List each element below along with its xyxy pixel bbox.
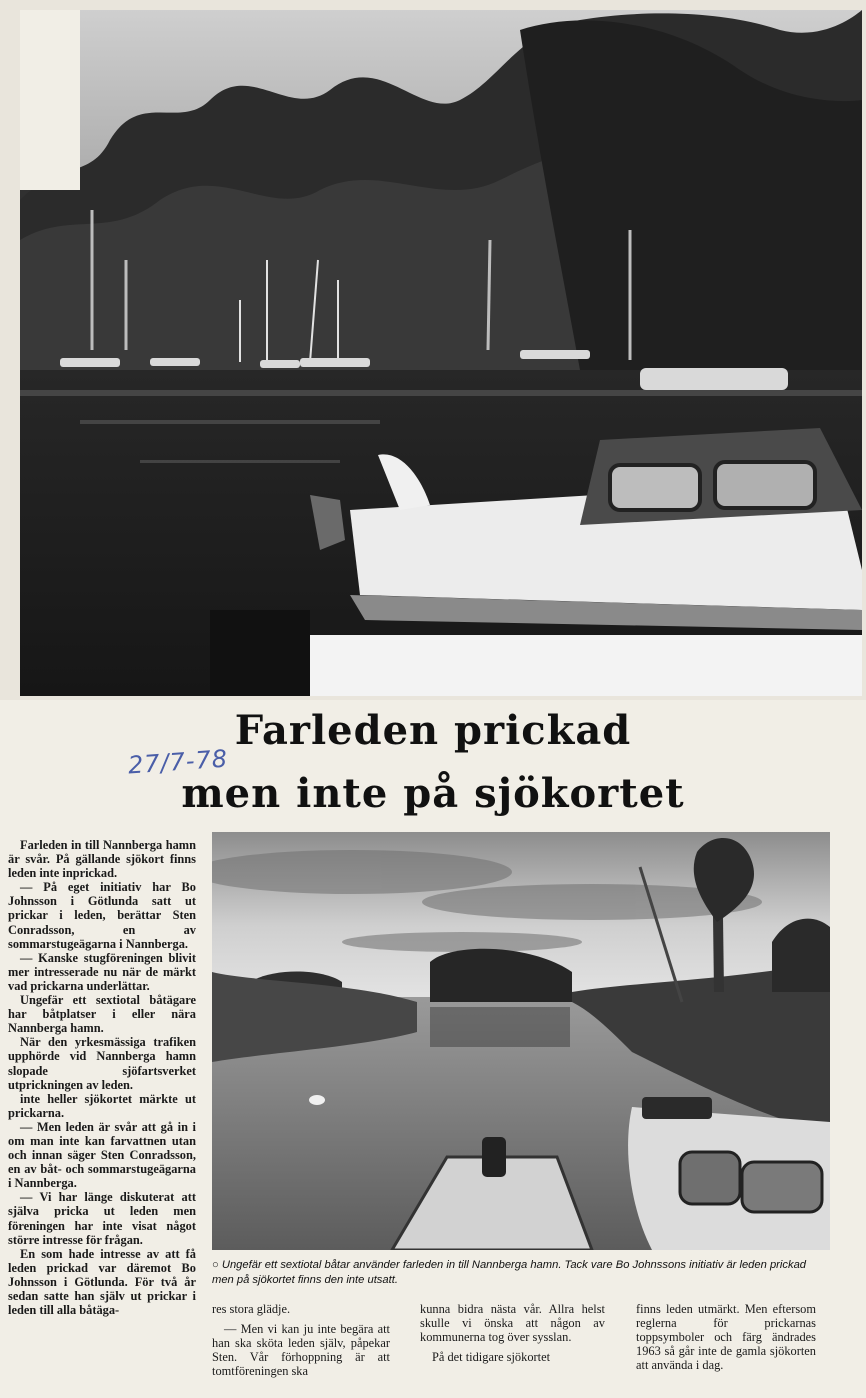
handwritten-date: 27/7-78 [127, 744, 229, 780]
paragraph: inte heller sjökortet märkte ut prickarna. [8, 1091, 196, 1120]
headline-line-2: men inte på sjökortet [181, 770, 685, 817]
paragraph: — Men vi kan ju inte begära att han ska sköta leden själv, påpekar Sten. Vår förhoppning är att tomtföreningen ska [212, 1322, 390, 1379]
paragraph: res stora glädje. [212, 1302, 291, 1316]
paragraph: På det tidigare sjökortet [432, 1350, 551, 1365]
left-column [8, 838, 196, 1317]
paragraph: — Men leden är svår att gå in i om man inte kan farvattnen utan och innan säger Sten Conradsson, en av båt- och sommarstugeägarna i Nannberga. [8, 1119, 196, 1191]
top-harbor-photo [20, 10, 862, 696]
lake-photo-illustration [212, 832, 830, 1250]
bottom-column-1 [212, 1302, 390, 1384]
harbor-photo-illustration [20, 10, 862, 696]
paragraph: — På eget initiativ har Bo Johnsson i Götlunda satt ut prickar i leden, berättar Sten Conradsson, en av sommarstugeägarna i Nannberga. [8, 880, 196, 951]
photo-caption: ○ Ungefär ett sextiotal båtar använder farleden in till Nannberga hamn. Tack vare Bo Johnssons initiativ är leden prickad men på sjökortet finns den inte utsatt. [212, 1259, 807, 1286]
paragraph: — Vi har länge diskuterat att själva pricka ut leden men föreningen har inte visat något större intresse för frågan. [8, 1190, 196, 1247]
paragraph: Ungefär ett sextiotal båtägare har båtplatser i eller nära Nannberga hamn. [8, 993, 196, 1036]
paragraph: — Kanske stugföreningen blivit mer intresserade nu när de märkt vad prickarna underlättar. [8, 950, 196, 993]
lake-channel-photo [212, 832, 830, 1250]
bottom-column-2 [420, 1302, 605, 1370]
headline-line-1: Farleden prickad [234, 707, 632, 754]
paragraph: finns leden utmärkt. Men eftersom reglerna för prickarnas toppsymboler och färg ändrades 1963 så går inte de gamla sjökorten att använda i dag. [636, 1302, 816, 1373]
paragraph: Farleden in till Nannberga hamn är svår. På gällande sjökort finns leden inte inprickad. [8, 838, 196, 881]
paragraph: När den yrkesmässiga trafiken upphörde vid Nannberga hamn slopade sjöfartsverket utprickningen av leden. [8, 1035, 196, 1092]
bottom-column-3 [636, 1302, 816, 1378]
paragraph: kunna bidra nästa vår. Allra helst skulle vi önska att någon av kommunerna tog över sysslan. [420, 1302, 605, 1345]
paragraph: En som hade intresse av att få leden prickad var däremot Bo Johnsson i Götlunda. För två år sedan satte han själv ut prickar i leden till alla båtäga- [8, 1246, 196, 1318]
